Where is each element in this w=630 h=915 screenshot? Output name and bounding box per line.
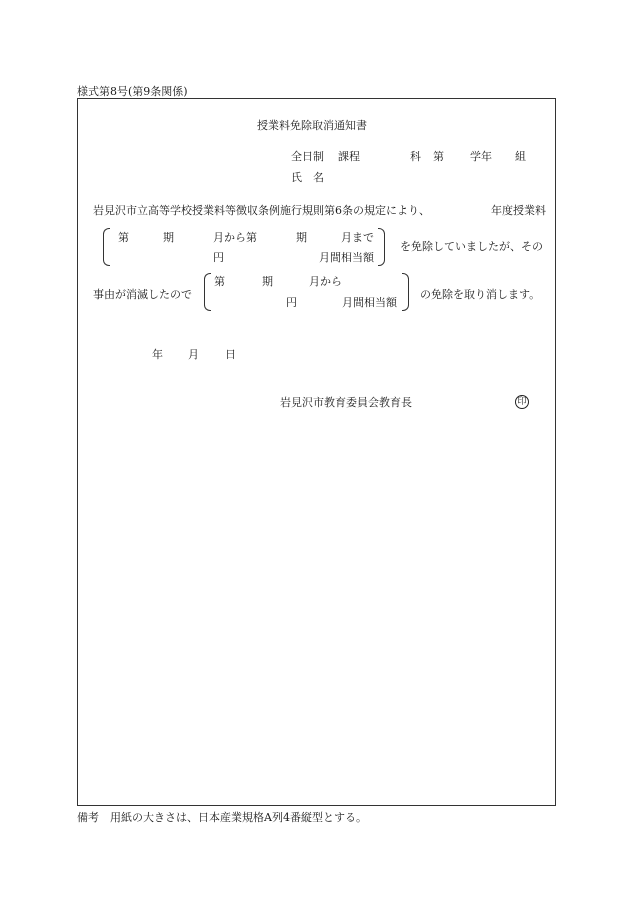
document-title: 授業料免除取消通知書 — [257, 119, 367, 132]
reason-text: 事由が消滅したので — [93, 288, 192, 301]
seal-char: 印 — [517, 396, 527, 407]
department-label: 科 — [410, 150, 421, 163]
fiscal-year-label: 年度授業料 — [491, 204, 546, 217]
class-label: 組 — [515, 150, 526, 163]
date-year: 年 — [152, 348, 163, 361]
period1-monthly: 月間相当額 — [319, 251, 374, 264]
period2-monthly: 月間相当額 — [342, 296, 397, 309]
period1-yen: 円 — [213, 251, 224, 264]
seal-stamp — [515, 395, 529, 409]
grade-label: 学年 — [470, 150, 492, 163]
date-month: 月 — [188, 348, 199, 361]
date-day: 日 — [225, 348, 236, 361]
period2-dai: 第 — [214, 275, 225, 288]
period1-bracket-left — [103, 228, 110, 266]
form-number: 様式第8号(第9条関係) — [77, 85, 188, 98]
name-label: 氏 名 — [291, 171, 324, 184]
period2-from: 月から — [309, 275, 342, 288]
exemption-text: を免除していましたが、その — [400, 240, 543, 253]
period1-dai: 第 — [118, 231, 129, 244]
regulation-text: 岩見沢市立高等学校授業料等徴収条例施行規則第6条の規定により、 — [93, 204, 430, 217]
period2-bracket-right — [402, 273, 409, 311]
period1-from: 月から第 — [213, 231, 257, 244]
course-label: 課程 — [338, 150, 360, 163]
issuer: 岩見沢市教育委員会教育長 — [280, 396, 412, 409]
course-system: 全日制 — [291, 150, 324, 163]
period1-ki: 期 — [163, 231, 174, 244]
period2-bracket-left — [204, 273, 211, 311]
period1-bracket-right — [378, 228, 385, 266]
period2-yen: 円 — [286, 296, 297, 309]
period1-ki2: 期 — [296, 231, 307, 244]
grade-dai: 第 — [433, 150, 444, 163]
period1-until: 月まで — [341, 231, 374, 244]
note: 備考 用紙の大きさは、日本産業規格A列4番縦型とする。 — [77, 811, 367, 824]
period2-ki: 期 — [262, 275, 273, 288]
cancellation-text: の免除を取り消します。 — [420, 288, 541, 301]
